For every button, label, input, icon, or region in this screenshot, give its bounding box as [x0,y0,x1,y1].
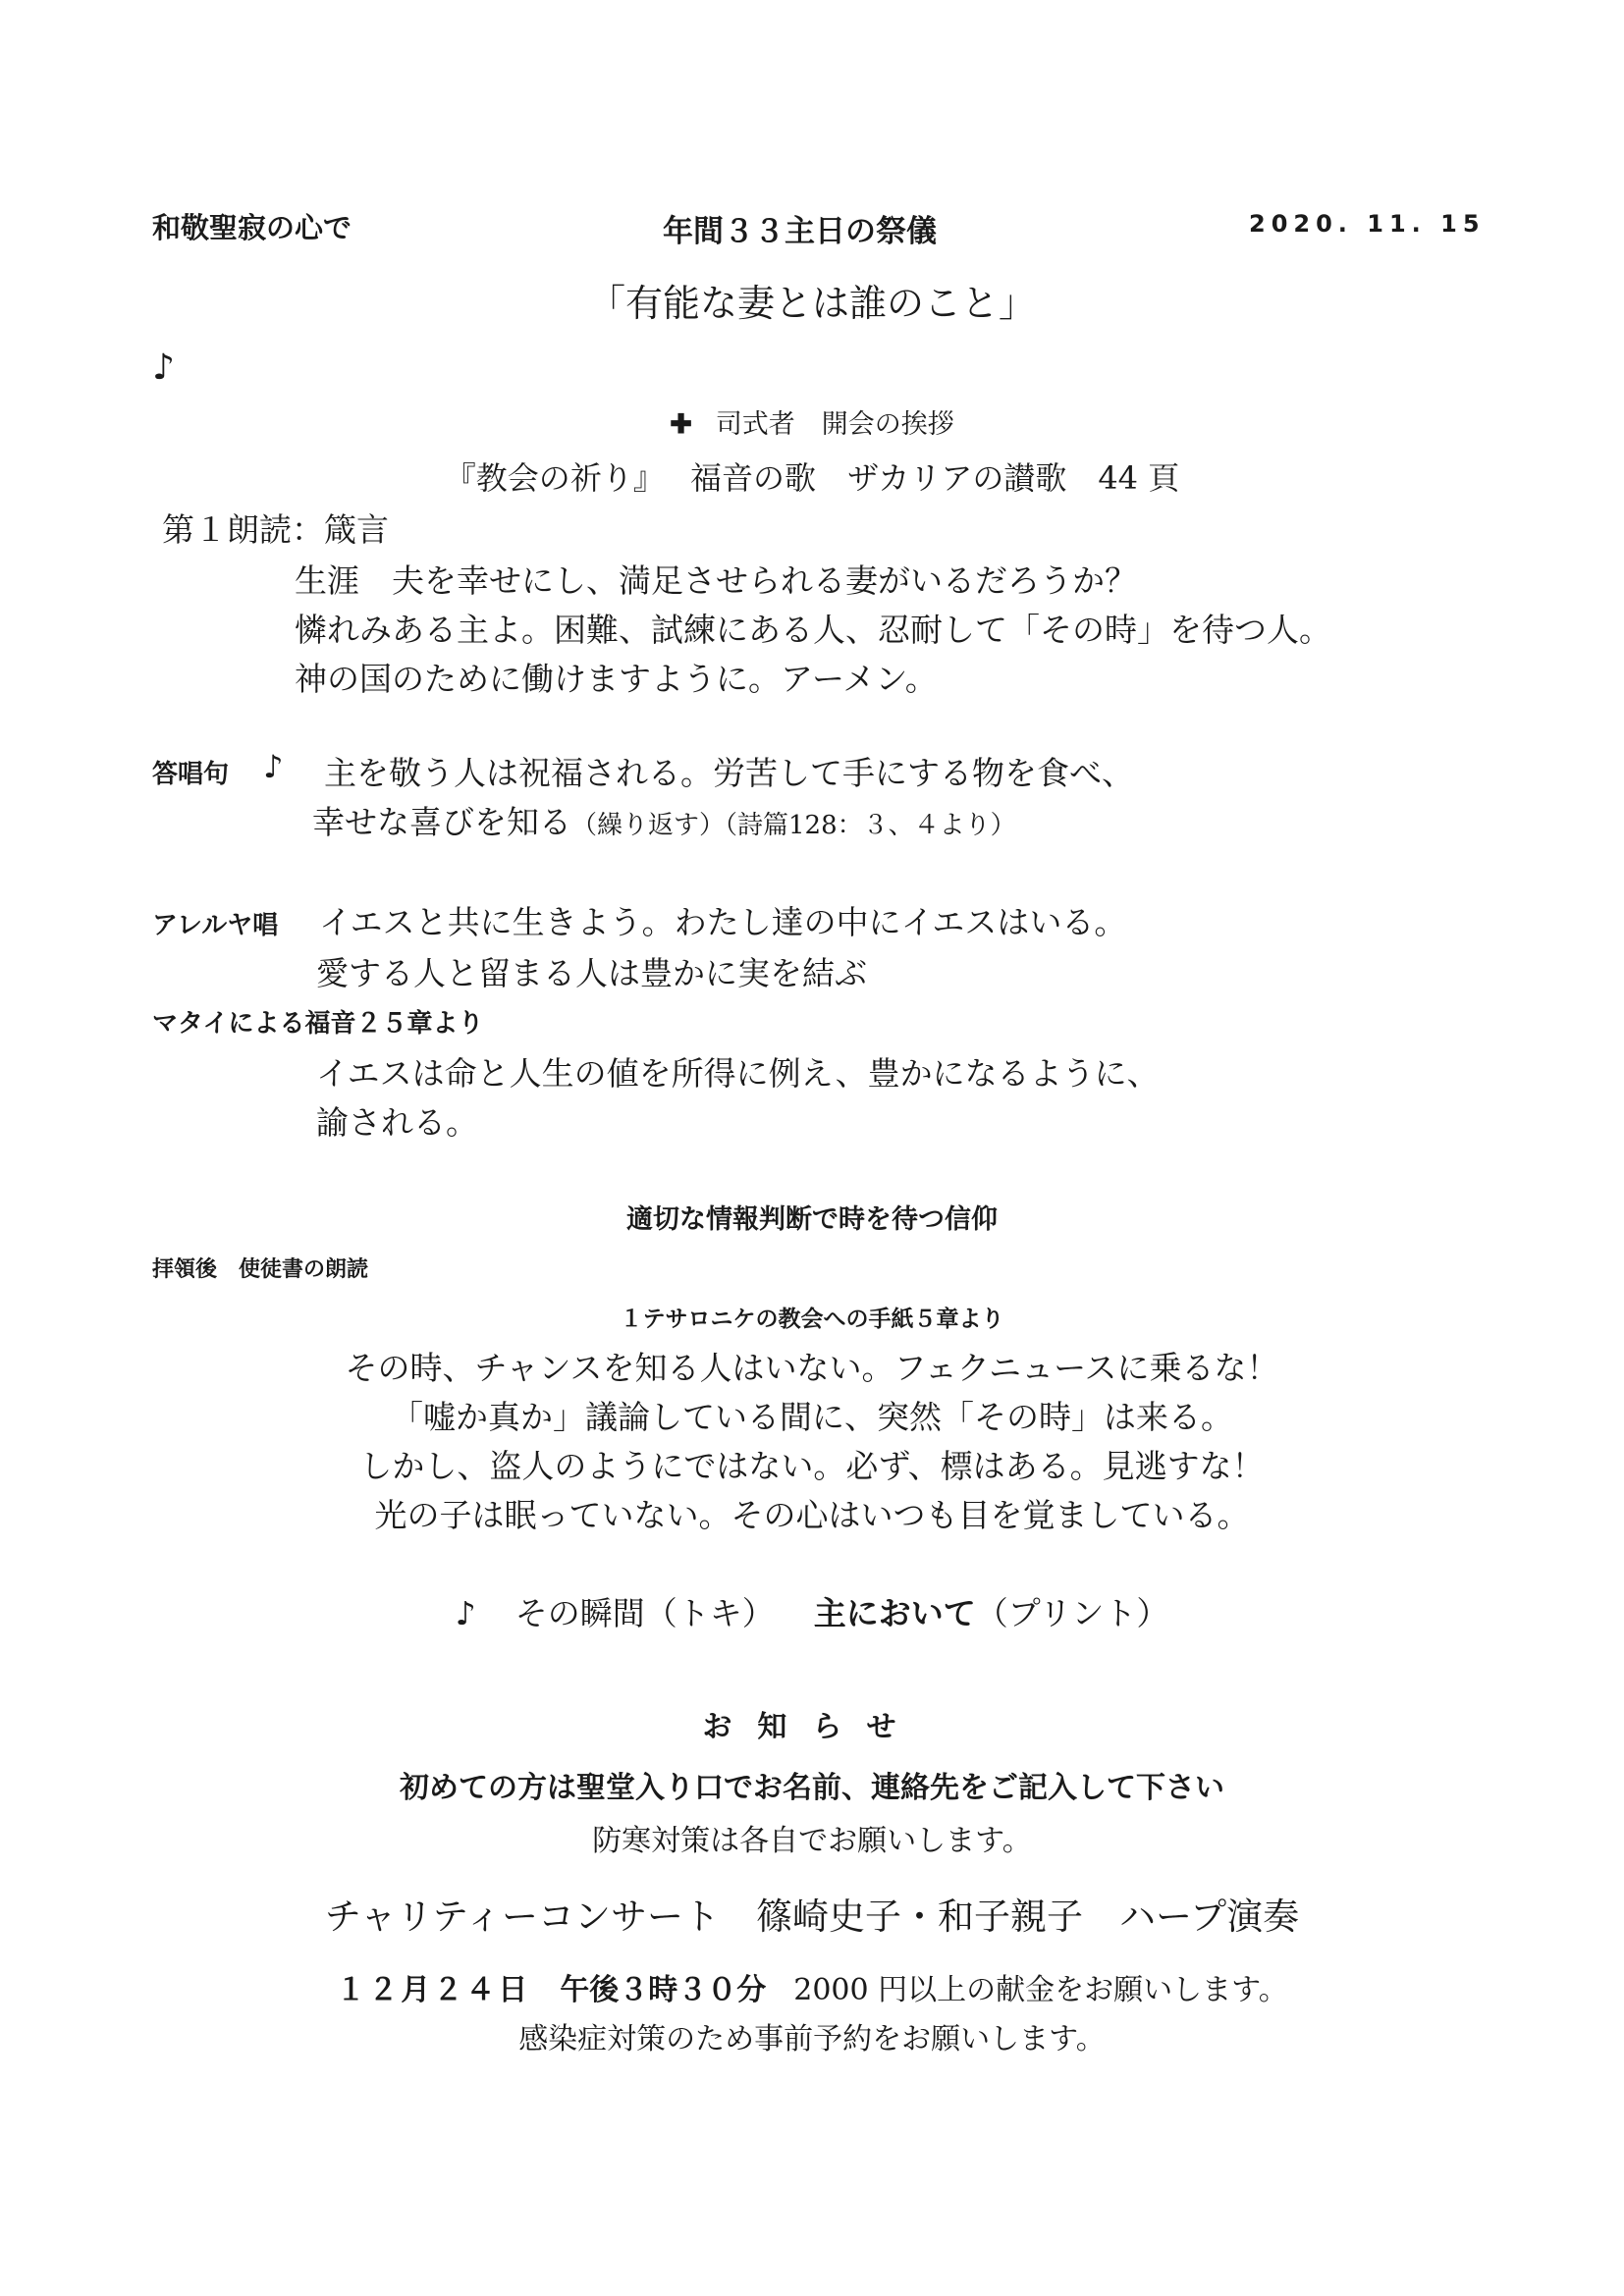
epistle-line: 「嘘か真か」議論している間に、突然「その時」は来る。 [391,1398,1233,1436]
notice-line2: 防寒対策は各自でお願いします。 [592,1824,1032,1858]
closing-song-title1: その瞬間（トキ） [514,1594,775,1632]
reading1-label: 第１朗読：箴言 [162,510,389,549]
epistle-source: １テサロニケの教会への手紙５章より [620,1307,1004,1332]
epistle-line: その時、チャンスを知る人はいない。フェクニュースに乗るな！ [345,1349,1279,1387]
reading1-line: 憐れみある主よ。困難、試練にある人、忍耐して「その時」を待つ人。 [295,611,1331,649]
epistle-line: 光の子は眠っていない。その心はいつも目を覚ましている。 [374,1496,1250,1534]
concert-note: 感染症対策のため事前予約をお願いします。 [518,2022,1106,2056]
music-note-icon: ♪ [263,748,284,785]
alleluia-line1: イエスと共に生きよう。わたし達の中にイエスはいる。 [319,903,1127,941]
reading2-label: 拝領後 使徒書の朗読 [152,1257,369,1282]
opening-greeting [0,402,1624,441]
notices-heading: お知らせ [702,1710,922,1744]
closing-song-source: （プリント） [975,1594,1169,1632]
alleluia-line2: 愛する人と留まる人は豊かに実を結ぶ [316,954,867,992]
header-left-motto: 和敬聖寂の心で [152,211,352,244]
responsorial-line2 [312,797,1016,843]
responsorial-psalm-ref: （繰り返す）（詩篇128：３、４より） [571,811,1016,840]
music-note-icon: ♪ [455,1594,476,1632]
header-liturgy-name: 年間３３主日の祭儀 [663,214,937,249]
gospel-label: マタイによる福音２５章より [152,1009,484,1039]
reading1-line: 生涯 夫を幸せにし、満足させられる妻がいるだろうか？ [295,561,1137,600]
opening-text: 司式者 開会の挨拶 [715,409,954,440]
gospel-line1: イエスは命と人生の値を所得に例え、豊かになるように、 [316,1054,1160,1093]
gospel-line2: 諭される。 [316,1103,478,1142]
songs-line: 『教会の祈り』 福音の歌 ザカリアの讃歌 44 頁 [444,459,1180,497]
closing-song-title2: 主において [813,1594,976,1632]
concert-date-line [0,1965,1624,2008]
page-title: 「有能な妻とは誰のこと」 [587,282,1036,325]
responsorial-line1: 主を敬う人は祝福される。労苦して手にする物を食べ、 [324,754,1134,792]
closing-song [0,1588,1624,1634]
reading1-line: 神の国のために働けますように。アーメン。 [295,660,938,698]
music-note-icon: ♪ [152,347,175,388]
concert-title: チャリティーコンサート 篠崎史子・和子親子 ハープ演奏 [324,1896,1300,1938]
concert-donation: 2000 円以上の献金をお願いします。 [793,1973,1288,2007]
concert-time: 午後３時３０分 [560,1973,767,2007]
notice-line1: 初めての方は聖堂入り口でお名前、連絡先をご記入して下さい [400,1771,1224,1805]
cross-icon: ✚ [670,409,692,440]
epistle-line: しかし、盗人のようにではない。必ず、標はある。見逃すな！ [359,1447,1265,1485]
alleluia-label: アレルヤ唱 [152,911,279,940]
header-date: 2020. 11. 15 [1249,210,1486,238]
responsorial-label: 答唱句 [152,760,230,789]
sermon-title: 適切な情報判断で時を待つ信仰 [626,1204,998,1235]
concert-date: １２月２４日 [336,1973,531,2007]
responsorial-line2-main: 幸せな喜びを知る [312,803,571,841]
